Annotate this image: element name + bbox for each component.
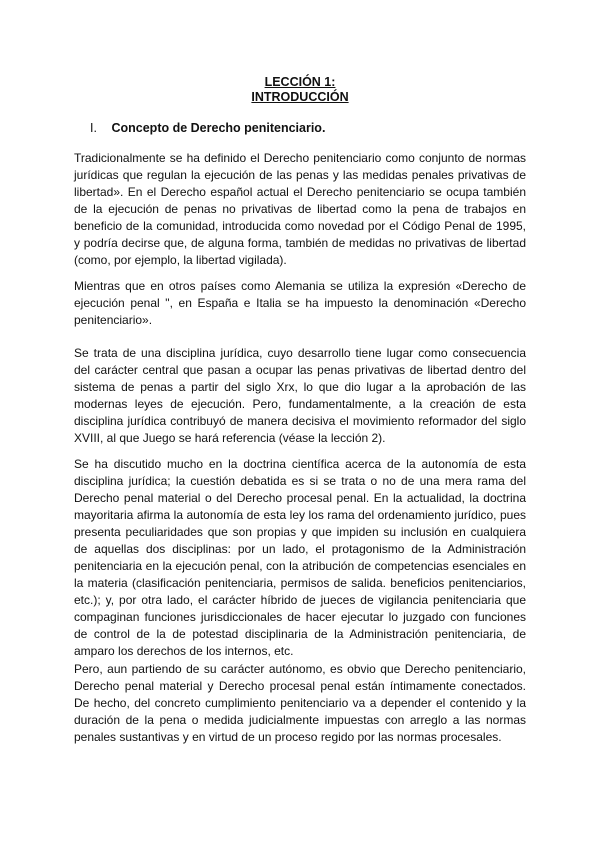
paragraph-4: Se ha discutido mucho en la doctrina científica acerca de la autonomía de esta disciplina jurídica; la cuestión debatida es si se trata o no de una mera rama del Derecho penal material o del Derecho procesal penal. En la actualidad, la doctrina mayoritaria afirma la autonomía de esta ley los rama del ordenamiento jurídico, pues presenta peculiaridades que son propias y que impiden su inclusión en cualquiera de aquellas dos disciplinas: por un lado, el protagonismo de la Administración penitenciaria en la ejecución penal, con la atribución de competencias esenciales en la materia (clasificación penitenciaria, permisos de salida. beneficios penitenciarios, etc.); y, por otra lado, el carácter híbrido de jueces de vigilancia penitenciaria que compaginan funciones jurisdiccionales de hacer ejecutar lo juzgado con funciones de control de la de potestad disciplinaria de la Administración penitenciaria, de amparo los derechos de los internos, etc. — [74, 457, 526, 658]
paragraph-1: Tradicionalmente se ha definido el Derecho penitenciario como conjunto de normas jurídicas que regulan la ejecución de las penas y las medidas penales privativas de libertad». En el Derecho español actual el Derecho penitenciario se ocupa también de la ejecución de penas no privativas de libertad como la pena de trabajos en beneficio de la comunidad, introducida como novedad por el Código Penal de 1995, y podría decirse que, de alguna forma, también de medidas no privativas de libertad (como, por ejemplo, la libertad vigilada). — [74, 151, 526, 267]
lesson-subtitle: INTRODUCCIÓN — [251, 90, 349, 104]
section-number: I. — [90, 121, 97, 135]
section-heading — [90, 120, 325, 136]
paragraph-5: Pero, aun partiendo de su carácter autónomo, es obvio que Derecho penitenciario, Derecho penal material y Derecho procesal penal están íntimamente conectados. De hecho, del concreto cumplimiento penitenciario va a depender el contenido y la duración de la pena o medida judicialmente impuestas con arreglo a las normas penales sustantivas y en virtud de un proceso regido por las normas procesales. — [74, 662, 526, 744]
lesson-title: LECCIÓN 1: — [264, 75, 336, 89]
section-title: Concepto de Derecho penitenciario. — [111, 121, 326, 135]
paragraph-2: Mientras que en otros países como Alemania se utiliza la expresión «Derecho de ejecución penal ", en España e Italia se ha impuesto la denominación «Derecho penitenciario». — [74, 279, 526, 327]
paragraph-3: Se trata de una disciplina jurídica, cuyo desarrollo tiene lugar como consecuencia del carácter central que pasan a ocupar las penas privativas de libertad dentro del sistema de penas a partir del siglo Xrx, lo que dio lugar a la aprobación de las modernas leyes de ejecución. Pero, fundamentalmente, a la creación de esta disciplina jurídica contribuyó de manera decisiva el movimiento reformador del siglo XVIII, al que Juego se hará referencia (véase la lección 2). — [74, 346, 526, 445]
